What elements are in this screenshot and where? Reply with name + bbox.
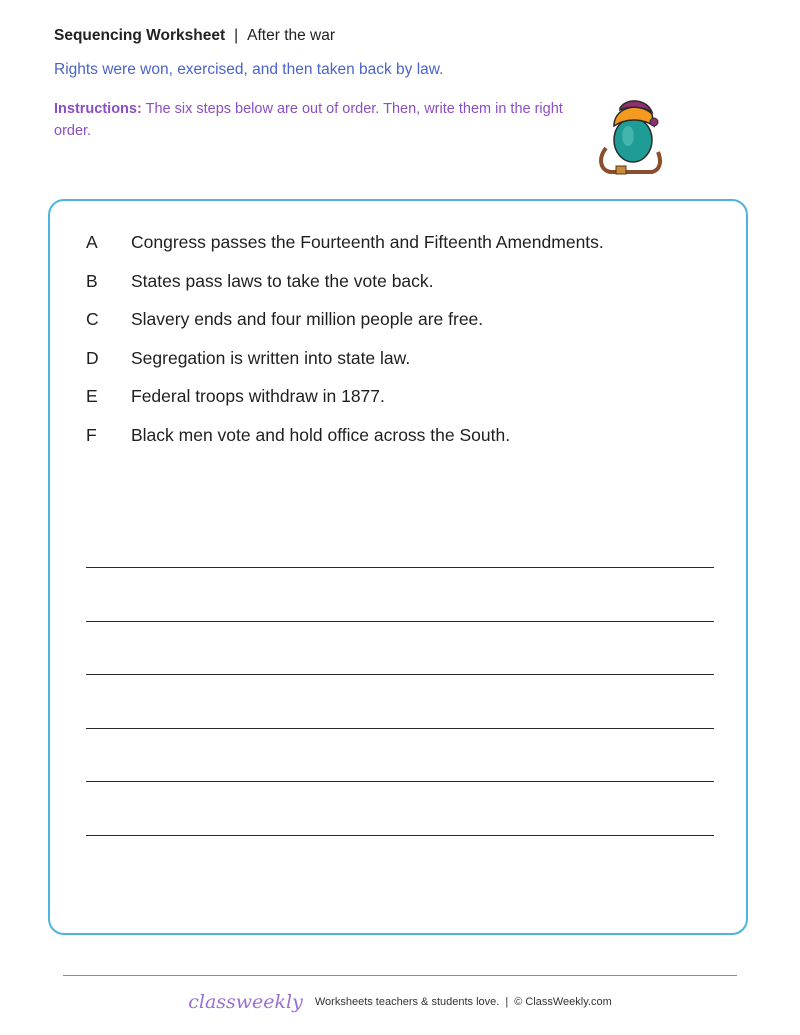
brand-logo: classweekly [188,991,303,1013]
step-text: Federal troops withdraw in 1877. [131,386,385,406]
worksheet-topic: After the war [247,27,336,44]
footer-divider [63,975,737,976]
instructions-text: The six steps below are out of order. Then, write them in the right order. [54,101,563,139]
step-item [86,425,604,464]
step-item [86,309,604,348]
step-text: Segregation is written into state law. [131,347,411,368]
step-text: Slavery ends and four million people are free. [131,309,484,329]
footer-separator: | [505,996,509,1008]
header-separator: | [234,27,239,44]
step-letter: D [86,347,99,368]
step-item [86,386,604,425]
satchel-bag-icon [596,96,670,180]
worksheet-title: Sequencing Worksheet [54,27,226,44]
answer-line[interactable] [86,728,714,729]
step-text: Black men vote and hold office across the South. [131,424,511,445]
instructions-label: Instructions: [54,101,142,117]
footer-copyright: © ClassWeekly.com [514,996,612,1008]
answer-line[interactable] [86,781,714,782]
step-letter: F [86,424,97,445]
answer-line[interactable] [86,567,714,568]
step-item [86,271,604,310]
step-text: Congress passes the Fourteenth and Fifteenth Amendments. [131,232,604,252]
footer-tagline: Worksheets teachers & students love. [314,996,500,1008]
instructions [54,98,574,142]
worksheet-subtitle: Rights were won, exercised, and then taken back by law. [54,61,444,78]
step-item [86,348,604,387]
step-item [86,232,604,271]
step-letter: A [86,232,98,252]
worksheet-header [54,27,335,45]
answer-line[interactable] [86,835,714,836]
step-letter: B [86,270,98,291]
step-text: States pass laws to take the vote back. [131,270,434,291]
footer [0,991,800,1013]
answer-line[interactable] [86,621,714,622]
step-letter: E [86,386,98,406]
step-letter: C [86,309,99,329]
answer-line[interactable] [86,674,714,675]
steps-list [86,232,604,463]
